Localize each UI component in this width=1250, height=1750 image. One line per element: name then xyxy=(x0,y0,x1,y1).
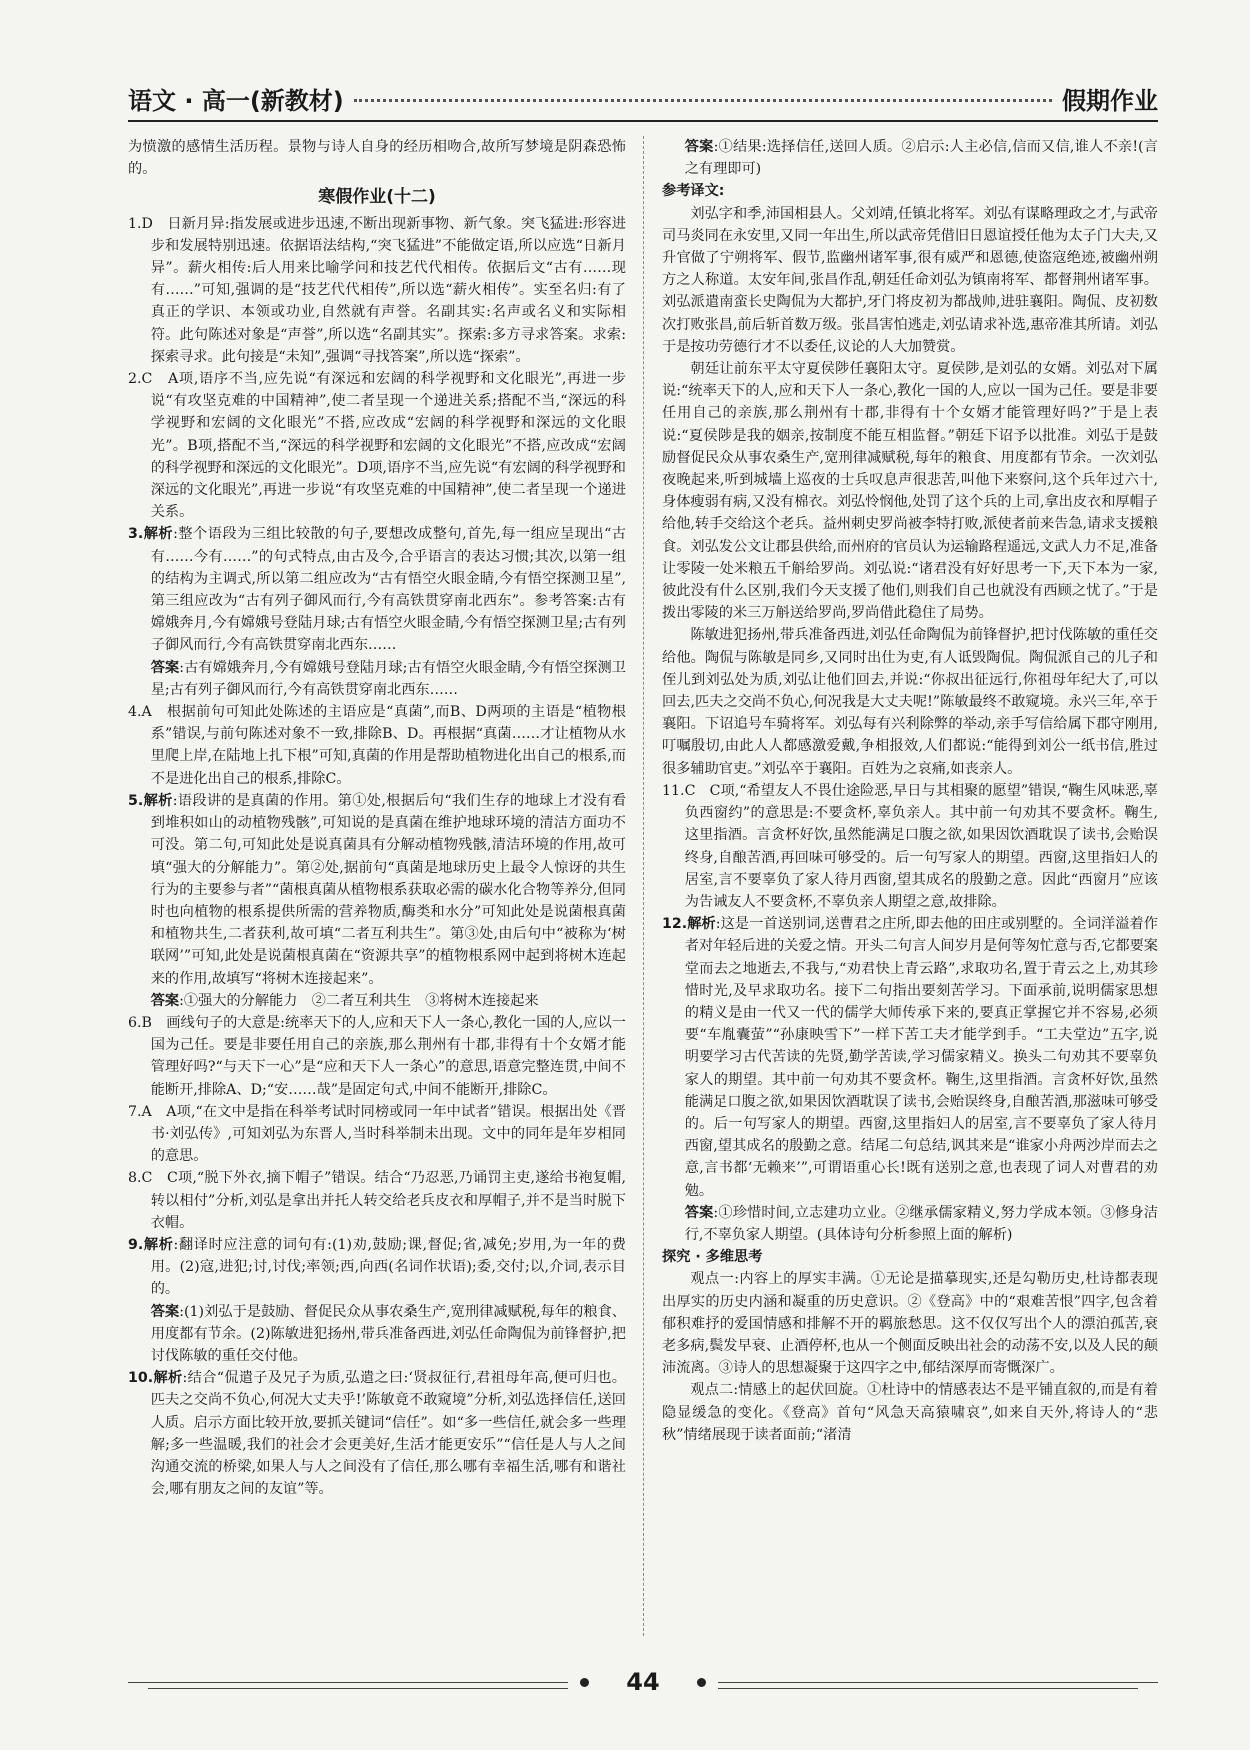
left-column xyxy=(128,136,626,1641)
analysis-text: :语段讲的是真菌的作用。第①处,根据后句“我们生存的地球上才没有看到堆积如山的动植物残骸”,可知说的是真菌在维护地球环境的清洁方面功不可没。第二句,可知此处是说真菌具有分解动植物残骸,清洁环境的作用,故可填“强大的分解能力”。第②处,据前句“真菌是地球历史上最令人惊讶的共生行为的主要参与者”“菌根真菌从植物根系获取必需的碳水化合物等养分,但同时也向植物的根系提供所需的营养物质,酶类和水分”可知此处是说菌根真菌和植物共生,二者获利,故可填“二者互利共生”。第③处,由后句中“被称为‘树联网’”可知,此处是说菌根真菌在“资源共享”的植物根系网中起到将树木连起来的作用,故填写“将树木连接起来”。 xyxy=(150,792,626,987)
answer-item: 7.A A项,“在文中是指在科举考试时同榜或同一年中试者”错误。根据出处《晋书·刘弘传》,可知刘弘为东晋人,当时科举制未出现。文中的同年是年岁相同的意思。 xyxy=(128,1103,626,1165)
answer-item xyxy=(128,1367,626,1500)
page-footer xyxy=(128,1668,1158,1698)
answer-item: 2.C A项,语序不当,应先说“有深远和宏阔的科学视野和文化眼光”,再进一步说“有攻坚克难的中国精神”,使二者呈现一个递进关系;搭配不当,“深远的科学视野和宏阔的文化眼光”不搭,应改成“宏阔的科学视野和深远的文化眼光”。B项,搭配不当,“深远的科学视野和宏阔的文化眼光”不搭,应改成“宏阔的科学视野和深远的文化眼光”。D项,语序不当,应先说“有宏阔的科学视野和深远的文化眼光”,再进一步说“有攻坚克难的中国精神”,使二者呈现一个递进关系。 xyxy=(128,371,626,521)
answer-label: 答案 xyxy=(684,139,714,155)
analysis-text: :翻译时应注意的词句有:(1)劝,鼓励;课,督促;省,减免;岁用,为一年的费用。(2)寇,进犯;讨,讨伐;率领;西,向西(名词作状语);委,交付;以,介词,表示目的。 xyxy=(150,1236,626,1298)
footer-dot-right xyxy=(697,1678,706,1687)
answer-text: :①强大的分解能力 ②二者互利共生 ③将树木连接起来 xyxy=(179,992,539,1009)
column-divider xyxy=(643,136,644,1636)
answer-label: 答案 xyxy=(684,1204,714,1221)
answer-item: 6.B 画线句子的大意是:统率天下的人,应和天下人一条心,教化一国的人,应以一国为己任。要是非要任用自己的亲族,那么荆州有十郡,非得有十个女婿才能管理好吗?“与天下一心”是“应和天下人一条心”的意思,语意完整连贯,中间不能断开,排除A、D;“安……哉”是固定句式,中间不能断开,排除C。 xyxy=(128,1014,626,1098)
answer-item xyxy=(662,913,1158,1202)
answer-block xyxy=(662,1202,1158,1246)
explore-title: 探究 · 多维思考 xyxy=(662,1249,763,1266)
viewpoint-paragraph: 观点一:内容上的厚实丰满。①无论是描摹现实,还是勾勒历史,杜诗都表现出厚实的历史内涵和凝重的历史意识。②《登高》中的“艰难苦恨”四字,包含着郁积难抒的爱国情感和排解不开的羁旅愁思。这不仅仅写出个人的漂泊孤苦,衰老多病,鬓发早衰、止酒停杯,也从一个侧面反映出社会的动荡不安,以及人民的颠沛流离。③诗人的思想凝聚于这四字之中,郁结深厚而寄慨深广。 xyxy=(662,1271,1158,1377)
analysis-label: 9.解析 xyxy=(128,1236,174,1253)
answer-text: :①结果:选择信任,送回人质。②启示:人主必信,信而又信,谁人不亲!(言之有理即可) xyxy=(684,139,1158,178)
translation-paragraph: 朝廷让前东平太守夏侯陟任襄阳太守。夏侯陟,是刘弘的女婿。刘弘对下属说:“统率天下的人,应和天下人一条心,教化一国的人,应以一国为己任。要是非要任用自己的亲族,那么荆州有十郡,非得有十个女婿才能管理好吗?”于是上表说:“夏侯陟是我的姻亲,按制度不能互相监督。”朝廷下诏予以批准。刘弘于是鼓励督促民众从事农桑生产,宽刑律减赋税,每年的粮食、用度都有节余。一次刘弘夜晚起来,听到城墙上巡夜的士兵叹息声很悲苦,叫他下来察问,这个兵年过六十,身体瘦弱有病,又没有棉衣。刘弘怜悯他,处罚了这个兵的上司,拿出皮衣和厚帽子给他,转手交给这个老兵。益州刺史罗尚被李特打败,派使者前来告急,请求支援粮食。刘弘发公文让郡县供给,而州府的官员认为运输路程遥远,文武人力不足,准备让零陵一处米粮五千斛给罗尚。刘弘说:“诸君没有好好思考一下,天下本为一家,彼此没有什么区别,我们今天支援了他们,则我们自己也就没有西顾之忧了。”于是拨出零陵的米三万斛送给罗尚,罗尚借此稳住了局势。 xyxy=(662,361,1158,622)
answer-label: 答案 xyxy=(150,1303,180,1320)
answer-block xyxy=(128,657,626,701)
analysis-label: 12.解析 xyxy=(662,916,716,933)
answer-text: :①珍惜时间,立志建功立业。②继承儒家精义,努力学成本领。③修身洁行,不辜负家人期望。(具体诗句分析参照上面的解析) xyxy=(684,1204,1158,1243)
answer-label: 答案 xyxy=(150,992,180,1009)
header-subject: 语文 · 高一(新教材) xyxy=(128,86,344,115)
answer-item: 11.C C项,“希望友人不畏仕途险恶,早日与其相聚的愿望”错误,“鞠生风味恶,辜负西窗约”的意思是:不要贪杯,辜负亲人。其中前一句劝其不要贪杯。鞠生,这里指酒。言贪杯好饮,虽然能满足口腹之欲,如果因饮酒耽误了读书,会贻误终身,自酿苦酒,再回味可够受的。后一句写家人的期望。西窗,这里指妇人的居室,言不要辜负了家人待月西窗,望其成名的殷勤之意。因此“西窗月”应该为告诫友人不要贪杯,不辜负亲人期望之意,故排除。 xyxy=(662,782,1158,910)
answer-block xyxy=(662,136,1158,180)
viewpoint-paragraph: 观点二:情感上的起伏回旋。①杜诗中的情感表达不是平铺直叙的,而是有着隐显缓急的变化。《登高》首句“风急天高猿啸哀”,如来自天外,将诗人的“悲秋”情绪展现于读者面前;“渚清 xyxy=(662,1382,1158,1443)
header-label: 假期作业 xyxy=(1062,86,1158,115)
answer-item: 1.D 日新月异:指发展或进步迅速,不断出现新事物、新气象。突飞猛进:形容进步和发展特别迅速。依据语法结构,“突飞猛进”不能做定语,所以应选“日新月异”。薪火相传:后人用来比喻学问和技艺代代相传。依据后文“古有……现有……”可知,强调的是“技艺代代相传”,所以选“薪火相传”。实至名归:有了真正的学识、本领或功业,自然就有声誉。名副其实:名声或名义和实际相符。此句陈述对象是“声誉”,所以选“名副其实”。探索:多方寻求答案。求索:探索寻求。此句接是“未知”,强调“寻找答案”,所以选“探索”。 xyxy=(128,215,626,365)
analysis-label: 3.解析 xyxy=(128,526,174,543)
answer-text: :(1)刘弘于是鼓励、督促民众从事农桑生产,宽刑律减赋税,每年的粮食、用度都有节余。(2)陈敏进犯扬州,带兵准备西进,刘弘任命陶侃为前锋督护,把讨伐陈敏的重任交付他。 xyxy=(150,1303,626,1364)
answer-block xyxy=(128,1301,626,1368)
answer-item xyxy=(128,523,626,656)
intro-text: 为愤激的感情生活历程。景物与诗人自身的经历相吻合,故所写梦境是阴森恐怖的。 xyxy=(128,139,626,178)
header-rule xyxy=(128,120,1158,122)
section-title: 寒假作业(十二) xyxy=(318,187,436,208)
answer-item: 4.A 根据前句可知此处陈述的主语应是“真菌”,而B、D两项的主语是“植物根系”错误,与前句陈述对象不一致,排除B、D。再根据“真菌……才让植物从水里爬上岸,在陆地上扎下根”可知,真菌的作用是帮助植物进化出自己的根系,而不是进化出自己的根系,排除C。 xyxy=(128,704,626,787)
footer-rule-right-inner xyxy=(718,1688,1138,1689)
answer-item xyxy=(128,790,626,990)
reference-translation-title: 参考译文: xyxy=(662,183,725,200)
footer-rule-right xyxy=(718,1682,1158,1683)
translation-paragraph: 陈敏进犯扬州,带兵准备西进,刘弘任命陶侃为前锋督护,把讨伐陈敏的重任交给他。陶侃与陈敏是同乡,又同时出仕为吏,有人诋毁陶侃。陶侃派自己的儿子和侄儿到刘弘处为质,刘弘让他们回去,并说:“你叔出征远行,你祖母年纪大了,可以回去,匹夫之交尚不负心,何况我是大丈夫呢!”陈敏最终不敢窥境。永兴三年,卒于襄阳。下诏追号车骑将军。刘弘每有兴利除弊的举动,亲手写信给属下郡守刚用,叮嘱殷切,由此人人都感激爱戴,争相报效,人们都说:“能得到刘公一纸书信,胜过很多辅助官吏。”刘弘卒于襄阳。百姓为之哀痛,如丧亲人。 xyxy=(662,627,1158,777)
answer-item xyxy=(128,1234,626,1301)
header-dotted-rule xyxy=(354,99,1052,102)
answer-block xyxy=(128,990,626,1012)
page-header xyxy=(128,80,1158,116)
page-number: 44 xyxy=(626,1668,660,1696)
analysis-text: :整个语段为三组比较散的句子,要想改成整句,首先,每一组应呈现出“古有……今有……”的句式特点,由古及今,合乎语言的表达习惯;其次,以第一组的结构为主调式,所以第二组应改为“古有悟空火眼金睛,今有悟空探测卫星”,第三组应改为“古有列子御风而行,今有高铁贯穿南北西东”。参考答案:古有嫦娥奔月,今有嫦娥号登陆月球;古有悟空火眼金睛,今有悟空探测卫星;古有列子御风而行,今有高铁贯穿南北西东…… xyxy=(150,526,626,654)
answer-item: 8.C C项,“脱下外衣,摘下帽子”错误。结合“乃忍恶,乃诵罚主吏,遂给书袍复帽,转以相付”分析,刘弘是拿出并托人转交给老兵皮衣和厚帽子,并不是当时脱下衣帽。 xyxy=(128,1170,626,1231)
analysis-label: 5.解析 xyxy=(128,792,173,809)
answer-text: :古有嫦娥奔月,今有嫦娥号登陆月球;古有悟空火眼金睛,今有悟空探测卫星;古有列子御风而行,今有高铁贯穿南北西东…… xyxy=(150,659,626,698)
right-column xyxy=(662,136,1158,1641)
analysis-text: :结合“侃遣子及兄子为质,弘遣之曰:‘贤叔征行,君祖母年高,便可归也。匹夫之交尚不负心,何况大丈夫乎!’陈敏竟不敢窥境”分析,刘弘选择信任,送回人质。启示方面比较开放,要抓关键词“信任”。如“多一些信任,就会多一些理解;多一些温暖,我们的社会才会更美好,生活才能更安乐”“信任是人与人之间沟通交流的桥梁,如果人与人之间没有了信任,那么哪有幸福生活,哪有和谐社会,哪有朋友之间的友谊”等。 xyxy=(150,1370,626,1498)
answer-label: 答案 xyxy=(150,659,180,676)
translation-paragraph: 刘弘字和季,沛国相县人。父刘靖,任镇北将军。刘弘有谋略理政之才,与武帝司马炎同在永安里,又同一年出生,所以武帝凭借旧日恩谊授任他为太子门大夫,又升官做了宁朔将军、假节,监幽州诸军事,很有威严和恩德,使盗寇绝迹,被幽州朔方之人称道。太安年间,张昌作乱,朝廷任命刘弘为镇南将军、都督荆州诸军事。刘弘派遣南蛮长史陶侃为大都护,牙门将皮初为都战帅,进驻襄阳。陶侃、皮初数次打败张昌,前后斩首数万级。张昌害怕逃走,刘弘请求补选,惠帝准其所请。刘弘于是按功劳德行才不以委任,议论的人大加赞赏。 xyxy=(662,205,1158,355)
analysis-label: 10.解析 xyxy=(128,1370,183,1387)
analysis-text: :这是一首送别词,送曹君之庄所,即去他的田庄或别墅的。全词洋溢着作者对年轻后进的关爱之情。开头二句言人间岁月是何等匆忙意与否,它都要案堂而去之地逝去,不我与,“劝君快上青云路”,求取功名,置于青云之上,劝其珍惜时光,及早求取功名。接下二句指出要刻苦学习。下面承前,说明儒家思想的精义是由一代又一代的儒学大师传承下来的,要真正掌握它并不容易,必须要“车胤囊萤”“孙康映雪下”一样下苦工夫才能学到手。“工夫堂边”五字,说明要学习古代苦读的先贤,勤学苦读,学习儒家精义。换头二句劝其不要辜负家人的期望。其中前一句劝其不要贪杯。鞠生,这里指酒。言贪杯好饮,虽然能满足口腹之欲,如果因饮酒耽误了读书,会贻误终身,自酿苦酒,那滋味可够受的。后一句写家人的期望。西窗,这里指妇人的居室,言不要辜负了家人待月西窗,望其成名的殷勤之意。结尾二句总结,讽其来是“谁家小舟两沙岸而去之意,言书都‘无赖来’”,可谓语重心长!既有送别之意,也表现了词人对曹君的劝勉。 xyxy=(684,916,1158,1199)
